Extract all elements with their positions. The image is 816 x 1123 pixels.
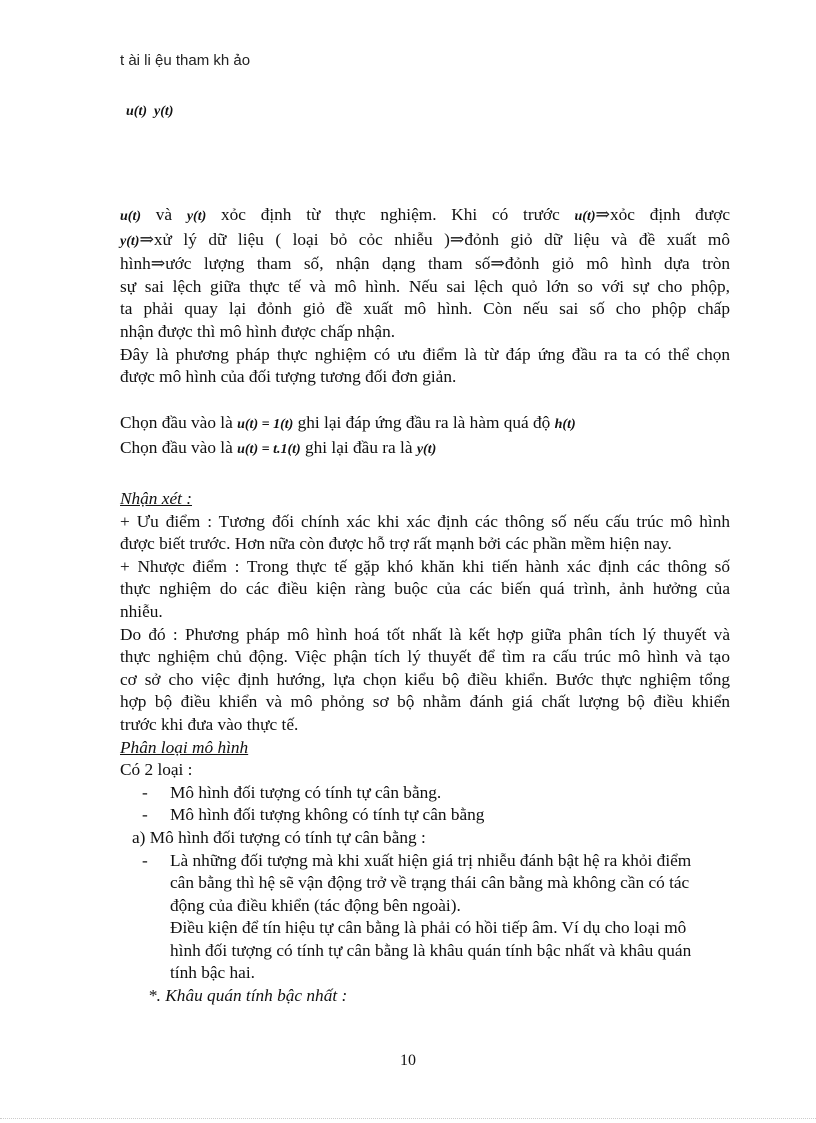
subsection-heading: a) Mô hình đối tượng có tính tự cân bằng : — [132, 827, 426, 847]
list-item — [120, 850, 730, 873]
text-line: được mô hình của đối tượng tương đối đơn giản. — [120, 367, 457, 387]
section-heading-classification: Phân loại mô hình — [120, 737, 249, 757]
list-item-text: Mô hình đối tượng có tính tự cân bằng. — [170, 782, 442, 802]
text-line: được biết trước. Hơn nữa còn được hỗ trợ rất mạnh bởi các phần mềm hiện nay. — [120, 534, 672, 554]
text: ⇒xử lý dữ liệu ( loại bỏ cỏc nhiễu )⇒đỏnh giỏ dữ liệu và đề xuất mô — [139, 229, 730, 249]
text-line — [120, 437, 730, 462]
text: xỏc định từ thực nghiệm. Khi có trước — [206, 205, 575, 224]
text-line: hình⇒ước lượng tham số, nhận dạng tham số⇒đỏnh giỏ mô hình dựa tròn — [120, 254, 730, 274]
page-header: t ài li ệu tham kh ảo — [120, 52, 251, 69]
text: Chọn đầu vào là — [120, 437, 238, 457]
paragraph-remarks — [120, 488, 730, 1008]
text-line — [120, 204, 730, 229]
text-line: nhận được thì mô hình được chấp nhận. — [120, 321, 396, 341]
text-line: thực nghiệm do các điều kiện ràng buộc của các biến quá trình, ảnh hưởng của — [120, 579, 730, 599]
list-item-text: Là những đối tượng mà khi xuất hiện giá trị nhiễu đánh bật hệ ra khỏi điểm — [170, 850, 692, 870]
section-heading-remarks: Nhận xét : — [120, 489, 192, 508]
text-line: Đây là phương pháp thực nghiệm có ưu điểm là từ đáp ứng đầu ra ta có thể chọn — [120, 344, 730, 364]
list-item-text: Mô hình đối tượng không có tính tự cân bằng — [170, 805, 485, 825]
text-line: cơ sở cho việc định hướng, lựa chọn kiểu bộ điều khiển. Bước thực nghiệm tổng — [120, 669, 730, 689]
text-line: cân bằng thì hệ sẽ vận động trở về trạng thái cân bằng mà không cần có tác — [170, 873, 690, 893]
formula-u: u(t) — [126, 104, 147, 119]
text-line: + Nhược điểm : Trong thực tế gặp khó khăn khi tiến hành xác định các thông số — [120, 556, 730, 576]
top-formula — [126, 104, 173, 120]
text-line: tính bậc hai. — [170, 963, 255, 983]
text-line: trước khi đưa vào thực tế. — [120, 714, 299, 734]
formula: y(t) — [416, 441, 437, 457]
text-line: hợp bộ điều khiển và mô phỏng sơ bộ nhằm đánh giá chất lượng bộ điều khiển — [120, 692, 730, 712]
text-line: Do đó : Phương pháp mô hình hoá tốt nhất là kết hợp giữa phân tích lý thuyết và — [120, 624, 730, 644]
paragraph-experiment — [120, 204, 730, 389]
formula: y(t) — [120, 233, 140, 249]
text-line: động của điều khiển (tác động bên ngoài). — [170, 895, 461, 915]
text-line — [120, 229, 730, 254]
formula: h(t) — [554, 417, 576, 432]
text-line: thực nghiệm chủ động. Việc phận tích lý thuyết để tìm ra cấu trúc mô hình và tạo — [120, 647, 730, 667]
formula: u(t) = t.1(t) — [237, 441, 301, 457]
formula: u(t) = 1(t) — [237, 417, 294, 432]
text: ⇒xỏc định được — [595, 205, 730, 224]
formula: u(t) — [574, 209, 596, 224]
text-line: Có 2 loại : — [120, 760, 193, 780]
dash-marker: - — [142, 850, 148, 870]
dash-marker: - — [142, 805, 148, 825]
text: và — [141, 205, 187, 224]
list-item — [120, 804, 730, 827]
page-number: 10 — [400, 1052, 416, 1069]
text-line: sự sai lệch giữa thực tế và mô hình. Nếu sai lệch quỏ lớn so với sự cho phộp, — [120, 276, 730, 296]
formula: y(t) — [186, 209, 207, 224]
text-line: + Ưu điểm : Tương đối chính xác khi xác định các thông số nếu cấu trúc mô hình — [120, 511, 730, 531]
text-line: nhiễu. — [120, 601, 163, 621]
dash-marker: - — [142, 782, 148, 802]
text-line: ta phải quay lại đỏnh giỏ đề xuất mô hình. Còn nếu sai số cho phộp chấp — [120, 299, 730, 319]
list-item — [120, 782, 730, 805]
text: ghi lại đầu ra là — [300, 437, 417, 457]
text: ghi lại đáp ứng đầu ra là hàm quá độ — [293, 413, 555, 432]
subsection-heading-first-order: *. Khâu quán tính bậc nhất : — [148, 986, 348, 1006]
page-edge-divider — [0, 1118, 816, 1119]
text-line — [120, 412, 730, 437]
text: Chọn đầu vào là — [120, 413, 238, 432]
text-line: hình đối tượng có tính tự cân bằng là khâu quán tính bậc nhất và khâu quán — [170, 940, 692, 960]
text-line: Điều kiện để tín hiệu tự cân bằng là phải có hồi tiếp âm. Ví dụ cho loại mô — [170, 918, 687, 938]
formula: u(t) — [120, 209, 141, 224]
formula-y: y(t) — [154, 104, 174, 119]
paragraph-inputs — [120, 412, 730, 461]
